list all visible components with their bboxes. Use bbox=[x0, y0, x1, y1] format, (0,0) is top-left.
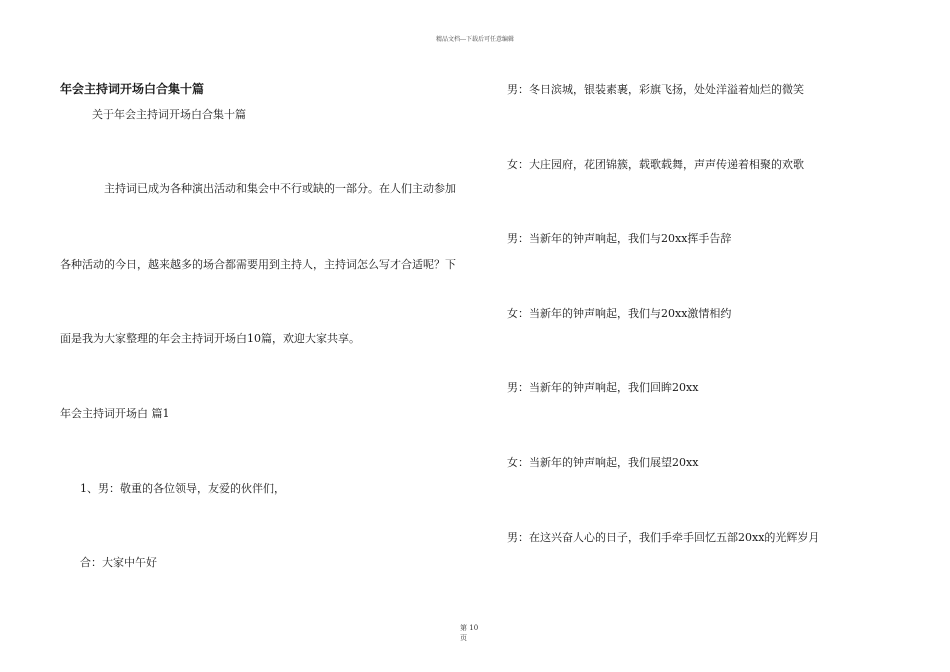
document-subtitle: 关于年会主持词开场白合集十篇 bbox=[92, 108, 246, 121]
dialogue-line: 女：大庄园府，花团锦簇，载歌载舞，声声传递着相聚的欢歌 bbox=[507, 158, 804, 171]
section-heading: 年会主持词开场白 篇1 bbox=[60, 407, 170, 420]
page-number-value: 10 bbox=[469, 624, 479, 632]
page-number bbox=[460, 623, 478, 633]
dialogue-line: 男：冬日滨城，银装素裹，彩旗飞扬，处处洋溢着灿烂的微笑 bbox=[507, 83, 804, 96]
dialogue-line: 男：当新年的钟声响起，我们回眸20xx bbox=[507, 381, 699, 394]
dialogue-line: 1、男：敬重的各位领导，友爱的伙伴们， bbox=[80, 482, 285, 495]
dialogue-line: 合：大家中午好 bbox=[80, 556, 157, 569]
dialogue-line: 男：在这兴奋人心的日子，我们手牵手回忆五部20xx的光辉岁月 bbox=[507, 531, 820, 544]
page-suffix: 页 bbox=[460, 634, 467, 642]
intro-line-2: 各种活动的今日，越来越多的场合都需要用到主持人，主持词怎么写才合适呢？下 bbox=[60, 258, 456, 271]
document-title: 年会主持词开场白合集十篇 bbox=[60, 82, 205, 96]
intro-line-1: 主持词已成为各种演出活动和集会中不行或缺的一部分。在人们主动参加 bbox=[104, 182, 456, 195]
page-header: 精品文档---下载后可任意编辑 bbox=[435, 36, 515, 43]
dialogue-line: 男：当新年的钟声响起，我们与20xx挥手告辞 bbox=[507, 232, 732, 245]
page-prefix: 第 bbox=[460, 624, 467, 632]
dialogue-line: 女：当新年的钟声响起，我们与20xx激情相约 bbox=[507, 307, 732, 320]
dialogue-line: 女：当新年的钟声响起，我们展望20xx bbox=[507, 456, 699, 469]
intro-line-3: 面是我为大家整理的年会主持词开场白10篇，欢迎大家共享。 bbox=[60, 332, 360, 345]
